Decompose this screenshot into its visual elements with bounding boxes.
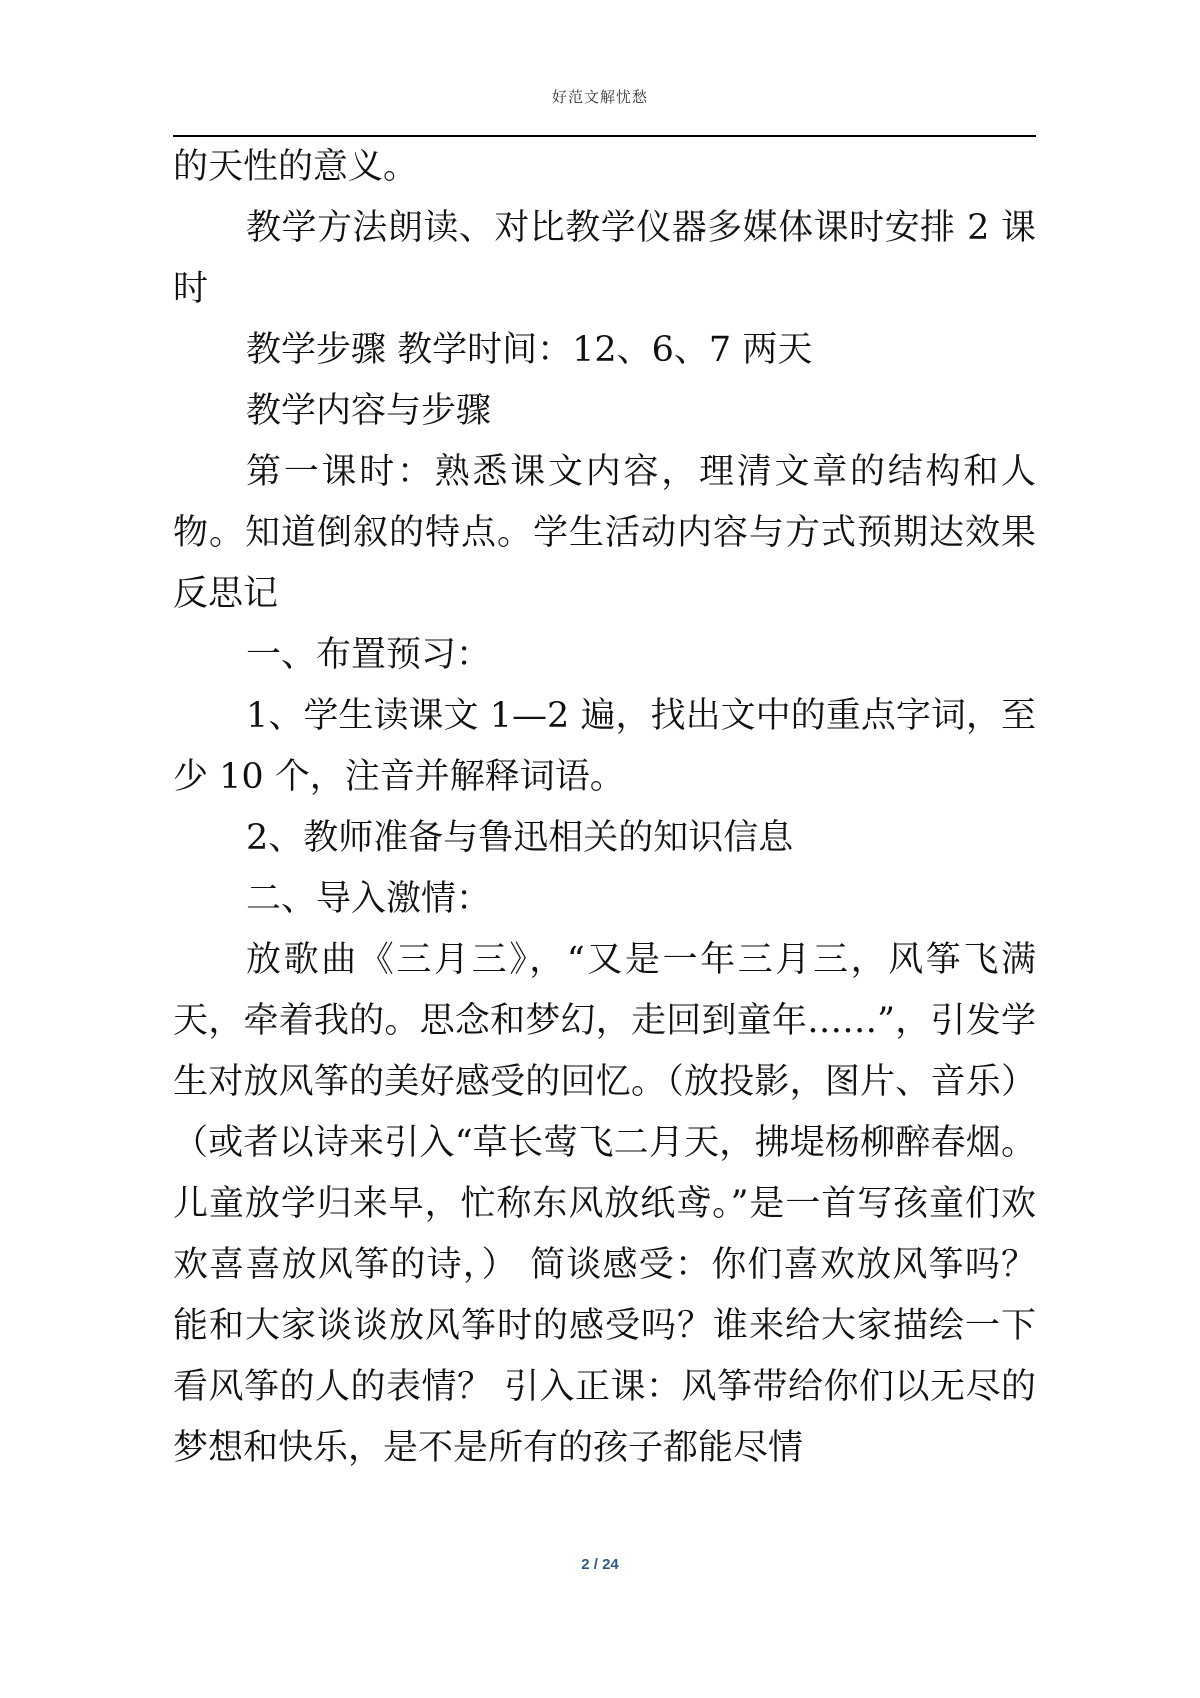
paragraph: 2、教师准备与鲁迅相关的知识信息 bbox=[246, 818, 794, 858]
paragraph: 一、布置预习： bbox=[246, 635, 492, 675]
document-body bbox=[173, 137, 1036, 1479]
header-title: 好范文解忧愁 bbox=[551, 88, 648, 106]
page-header bbox=[0, 0, 1200, 136]
paragraph: 放歌曲《三月三》，“又是一年三月三，风筝飞满天，牵着我的。思念和梦幻，走回到童年……”，引发学生对放风筝的美好感受的回忆。（放投影，图片、音乐）（或者以诗来引入“草长莺飞二月天，拂堤杨柳醉春烟。儿童放学归来早，忙称东风放纸鸢。”是一首写孩童们欢欢喜喜放风筝的诗，） 简谈感受：你们喜欢放风筝吗？能和大家谈谈放风筝时的感受吗？谁来给大家描绘一下看风筝的人的表情？ 引入正课：风筝带给你们以无尽的梦想和快乐，是不是所有的孩子都能尽情 bbox=[173, 940, 1036, 1468]
paragraph: 第一课时：熟悉课文内容，理清文章的结构和人物。知道倒叙的特点。学生活动内容与方式预期达效果反思记 bbox=[173, 452, 1036, 614]
paragraph: 1、学生读课文 1—2 遍，找出文中的重点字词，至少 10 个，注音并解释词语。 bbox=[173, 696, 1036, 797]
page-number: 2 / 24 bbox=[581, 1556, 619, 1573]
paragraph: 二、导入激情： bbox=[246, 879, 492, 919]
paragraph: 的天性的意义。 bbox=[173, 147, 419, 187]
paragraph: 教学方法朗读、对比教学仪器多媒体课时安排 2 课时 bbox=[173, 208, 1036, 309]
paragraph: 教学步骤 教学时间：12、6、7 两天 bbox=[246, 330, 813, 370]
paragraph: 教学内容与步骤 bbox=[246, 391, 492, 431]
